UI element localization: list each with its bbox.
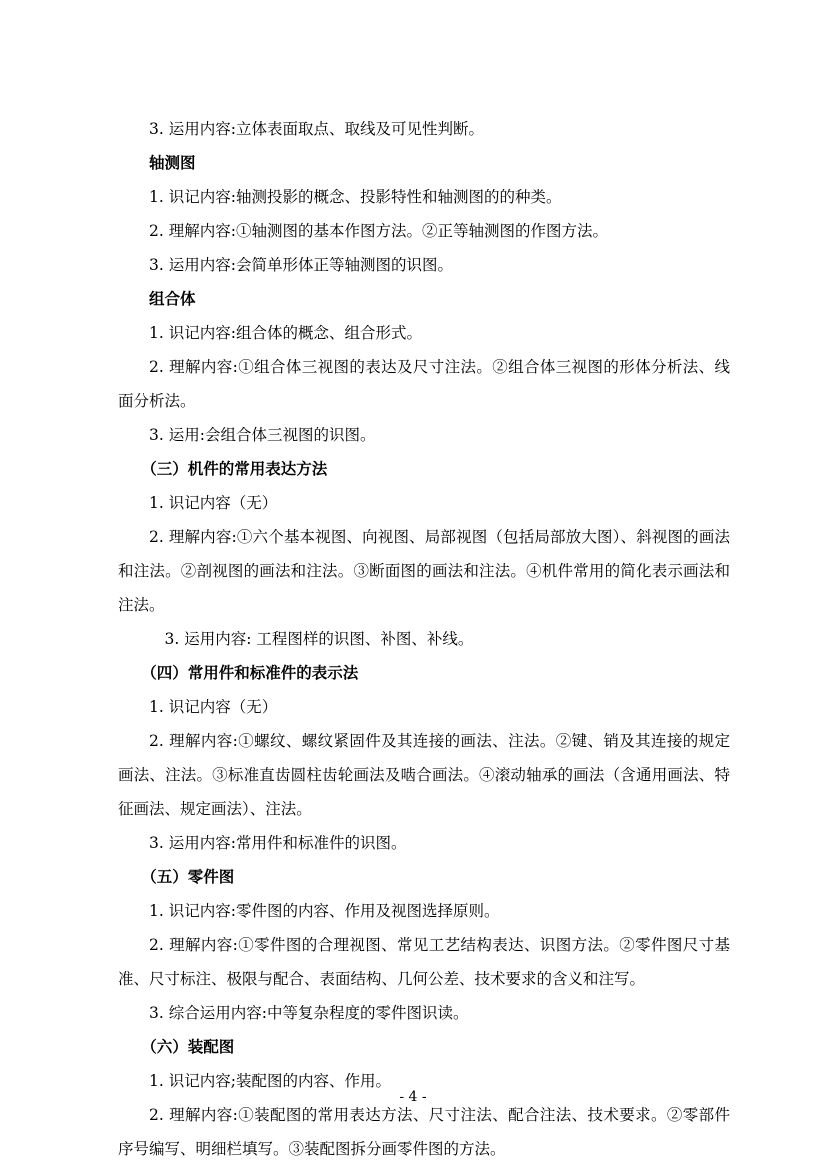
paragraph: 2. 理解内容:①零件图的合理视图、常见工艺结构表达、识图方法。②零件图尺寸基准、尺寸标注、极限与配合、表面结构、几何公差、技术要求的含义和注写。 <box>118 936 730 988</box>
paragraph: 1. 识记内容:组合体的概念、组合形式。 <box>149 324 422 342</box>
section-heading: （三）机件的常用表达方法 <box>141 460 328 478</box>
paragraph: 2. 理解内容:①螺纹、螺纹紧固件及其连接的画法、注法。②键、销及其连接的规定画法、注法。③标准直齿圆柱齿轮画法及啮合画法。④滚动轴承的画法（含通用画法、特征画法、规定画法）、注法。 <box>118 732 730 818</box>
paragraph: 1. 识记内容（无） <box>149 698 278 716</box>
paragraph: 3. 运用:会组合体三视图的识图。 <box>149 426 376 444</box>
paragraph: 3. 运用内容:立体表面取点、取线及可见性判断。 <box>149 120 484 138</box>
section-heading: 组合体 <box>149 290 196 308</box>
section-heading: 轴测图 <box>149 154 196 172</box>
paragraph: 1. 识记内容:轴测投影的概念、投影特性和轴测图的的种类。 <box>149 188 562 206</box>
paragraph: 1. 识记内容（无） <box>149 494 278 512</box>
paragraph: 3. 运用内容: 工程图样的识图、补图、补线。 <box>164 630 474 648</box>
paragraph: 2. 理解内容:①六个基本视图、向视图、局部视图（包括局部放大图）、斜视图的画法和注法。②剖视图的画法和注法。③断面图的画法和注法。④机件常用的简化表示画法和注法。 <box>118 528 730 614</box>
paragraph: 3. 运用内容:常用件和标准件的识图。 <box>149 834 407 852</box>
paragraph: 2. 理解内容:①轴测图的基本作图方法。②正等轴测图的作图方法。 <box>149 222 608 240</box>
section-heading: （四）常用件和标准件的表示法 <box>141 664 359 682</box>
page-number: - 4 - <box>399 1089 427 1105</box>
paragraph: 2. 理解内容:①组合体三视图的表达及尺寸注法。②组合体三视图的形体分析法、线面分析法。 <box>118 358 730 410</box>
document-body <box>118 112 730 1166</box>
section-heading: （六）装配图 <box>141 1038 235 1056</box>
paragraph: 1. 识记内容;装配图的内容、作用。 <box>149 1072 391 1090</box>
section-heading: （五）零件图 <box>141 868 235 886</box>
paragraph: 1. 识记内容:零件图的内容、作用及视图选择原则。 <box>149 902 500 920</box>
paragraph: 3. 综合运用内容:中等复杂程度的零件图识读。 <box>149 1004 469 1022</box>
paragraph: 3. 运用内容:会简单形体正等轴测图的识图。 <box>149 256 453 274</box>
paragraph: 2. 理解内容:①装配图的常用表达方法、尺寸注法、配合注法、技术要求。②零部件序号编写、明细栏填写。③装配图拆分画零件图的方法。 <box>118 1106 730 1158</box>
